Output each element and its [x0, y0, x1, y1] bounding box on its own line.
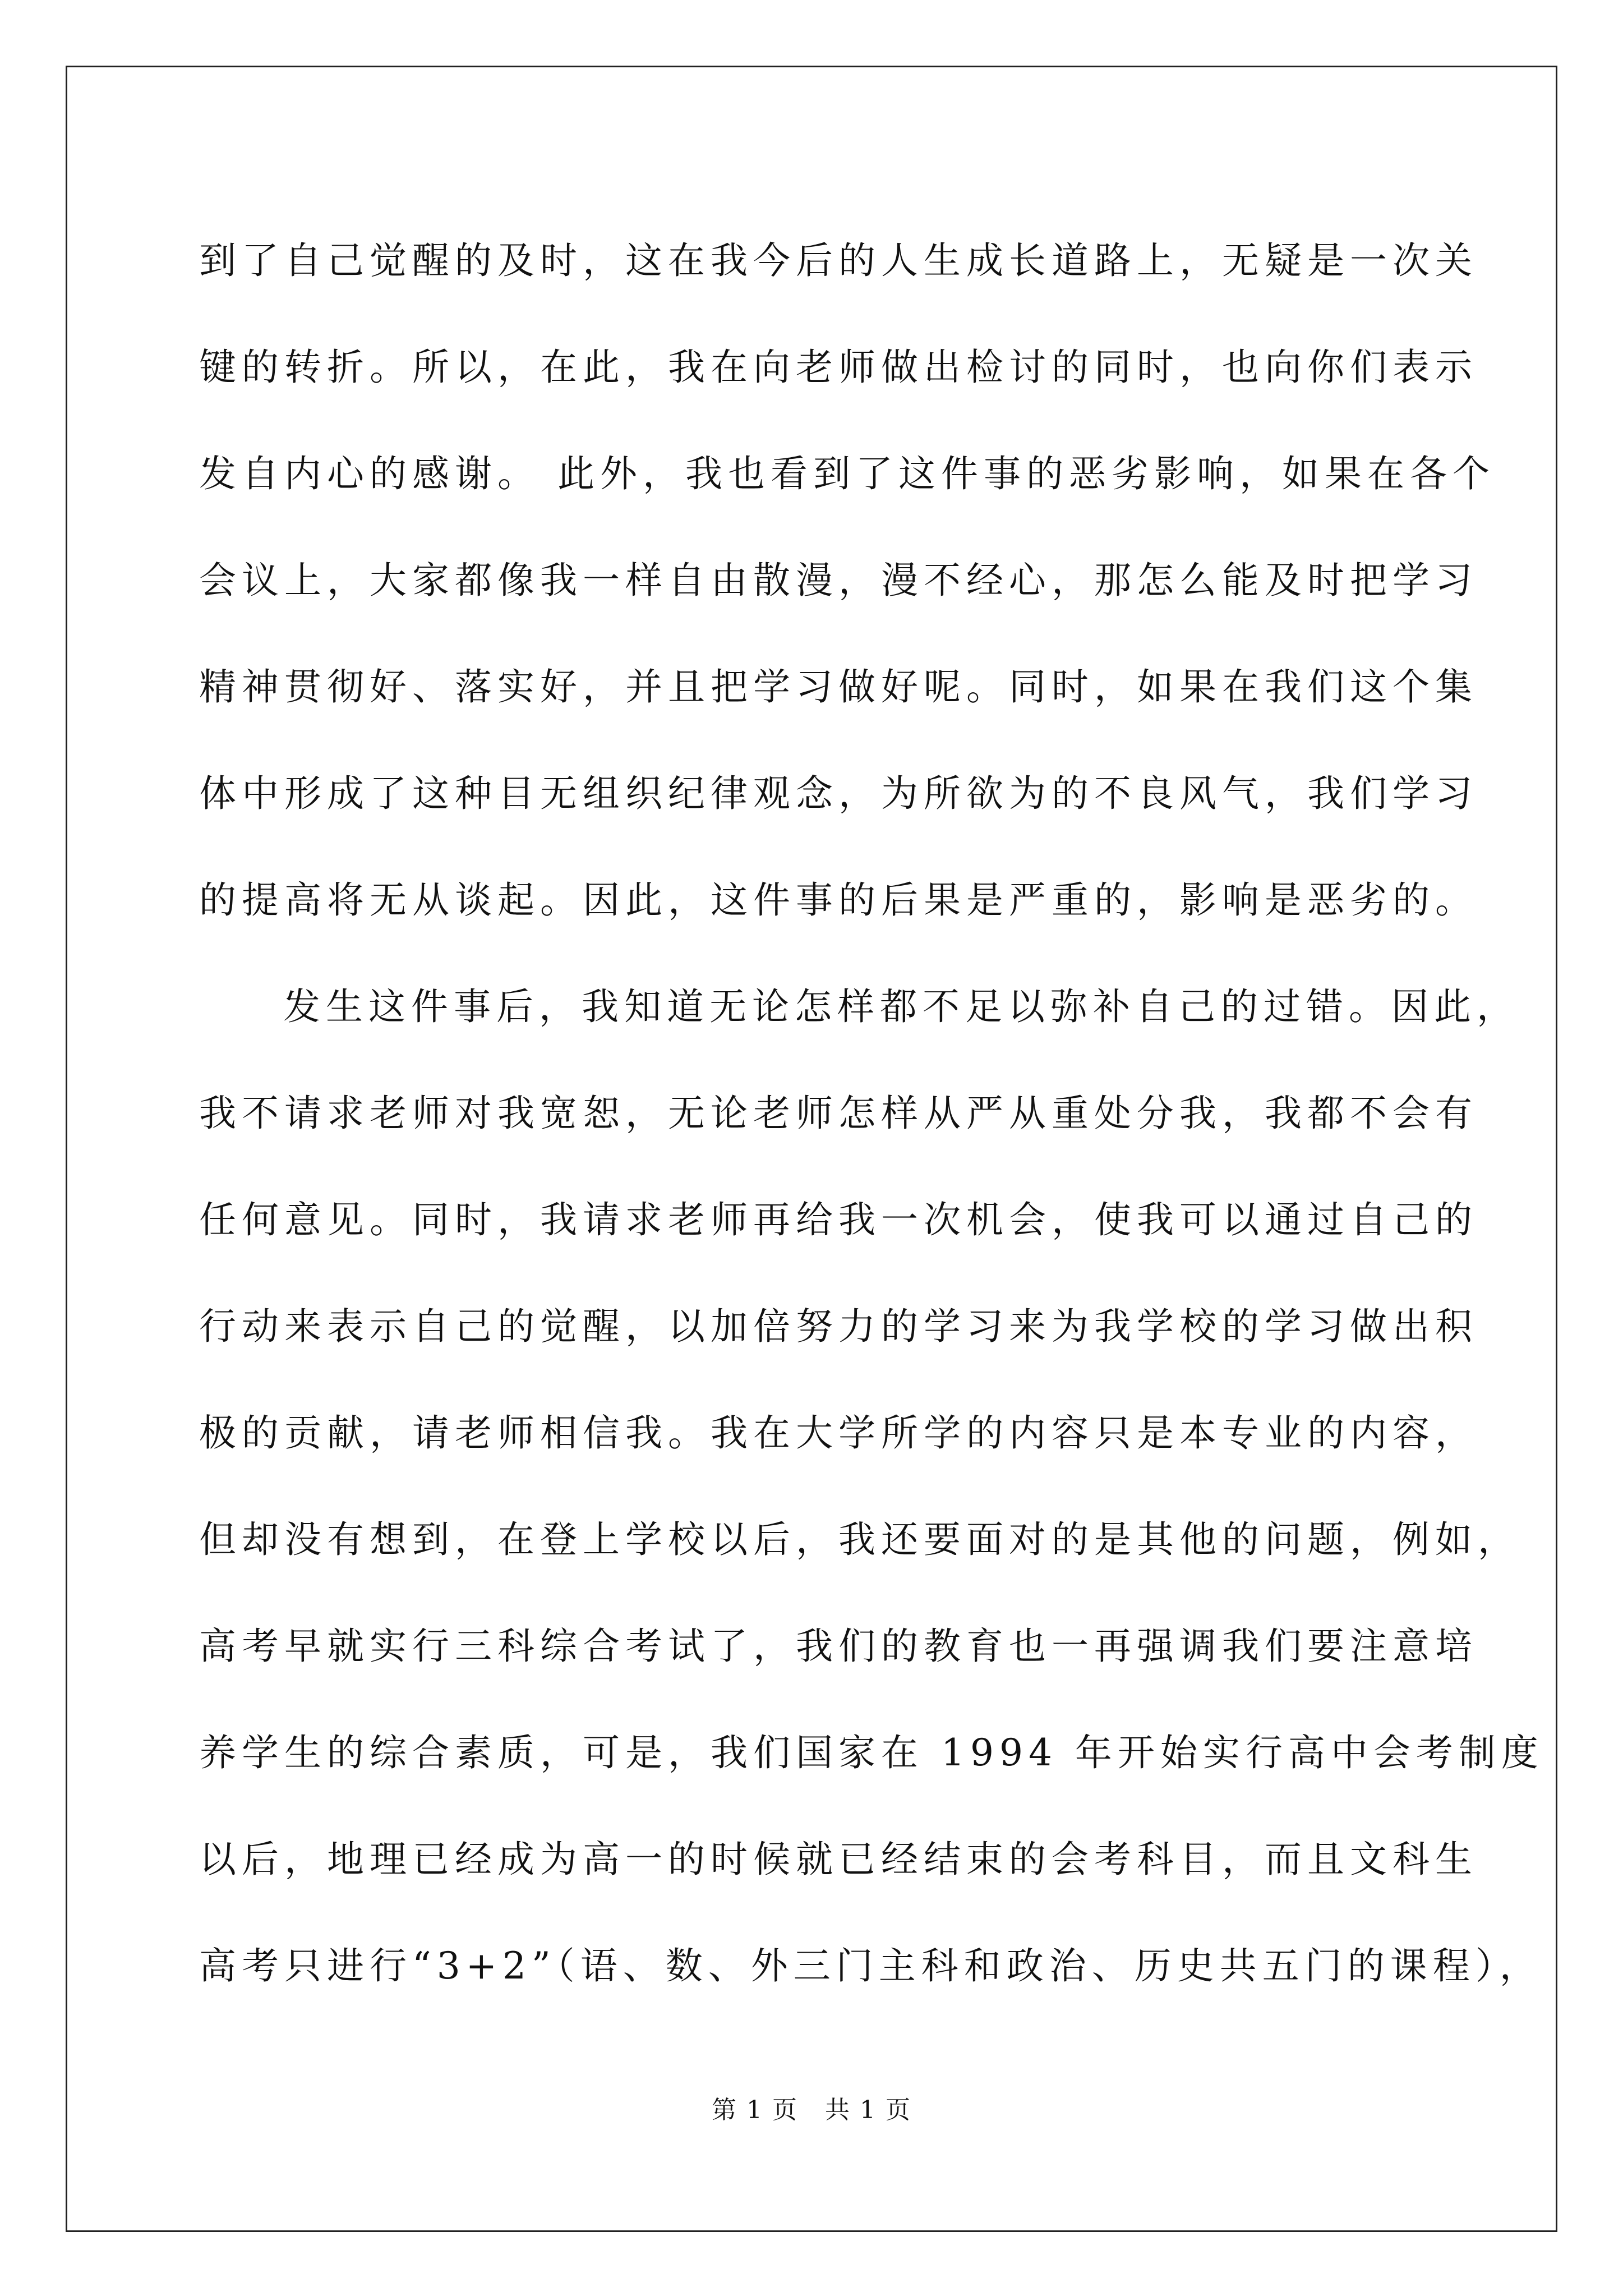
text-line-3: 发自内心的感谢。 此外，我也看到了这件事的恶劣影响，如果在各个 — [199, 452, 1495, 495]
text-line-14: 高考早就实行三科综合考试了，我们的教育也一再强调我们要注意培 — [199, 1625, 1478, 1668]
text-line-11: 行动来表示自己的觉醒，以加倍努力的学习来为我学校的学习做出积 — [199, 1305, 1478, 1348]
text-line-5: 精神贯彻好、落实好，并且把学习做好呢。同时，如果在我们这个集 — [199, 665, 1478, 708]
text-line-17: 高考只进行“3+2”（语、数、外三门主科和政治、历史共五门的课程）， — [199, 1944, 1542, 1987]
page-footer — [0, 2090, 1623, 2125]
text-line-12: 极的贡献，请老师相信我。我在大学所学的内容只是本专业的内容， — [199, 1411, 1478, 1455]
text-line-10: 任何意见。同时，我请求老师再给我一次机会，使我可以通过自己的 — [199, 1198, 1478, 1241]
text-line-4: 会议上，大家都像我一样自由散漫，漫不经心，那怎么能及时把学习 — [199, 559, 1478, 602]
text-line-13: 但却没有想到，在登上学校以后，我还要面对的是其他的问题，例如， — [199, 1518, 1520, 1561]
footer-spacer — [798, 2096, 825, 2124]
page-total: 共 1 页 — [824, 2096, 911, 2124]
text-line-6: 体中形成了这种目无组织纪律观念，为所欲为的不良风气，我们学习 — [199, 772, 1478, 815]
text-line-1: 到了自己觉醒的及时，这在我今后的人生成长道路上，无疑是一次关 — [199, 239, 1478, 282]
document-body — [199, 208, 1544, 2019]
text-line-7: 的提高将无从谈起。因此，这件事的后果是严重的，影响是恶劣的。 — [199, 878, 1478, 922]
text-line-8: 发生这件事后，我知道无论怎样都不足以弥补自己的过错。因此， — [283, 985, 1519, 1028]
text-line-16: 以后，地理已经成为高一的时候就已经结束的会考科目，而且文科生 — [199, 1838, 1478, 1881]
text-line-9: 我不请求老师对我宽恕，无论老师怎样从严从重处分我，我都不会有 — [199, 1092, 1478, 1135]
page-number: 第 1 页 — [712, 2096, 799, 2124]
text-line-2: 键的转折。所以，在此，我在向老师做出检讨的同时，也向你们表示 — [199, 346, 1478, 389]
text-line-15: 养学生的综合素质，可是，我们国家在 1994 年开始实行高中会考制度 — [199, 1731, 1544, 1774]
